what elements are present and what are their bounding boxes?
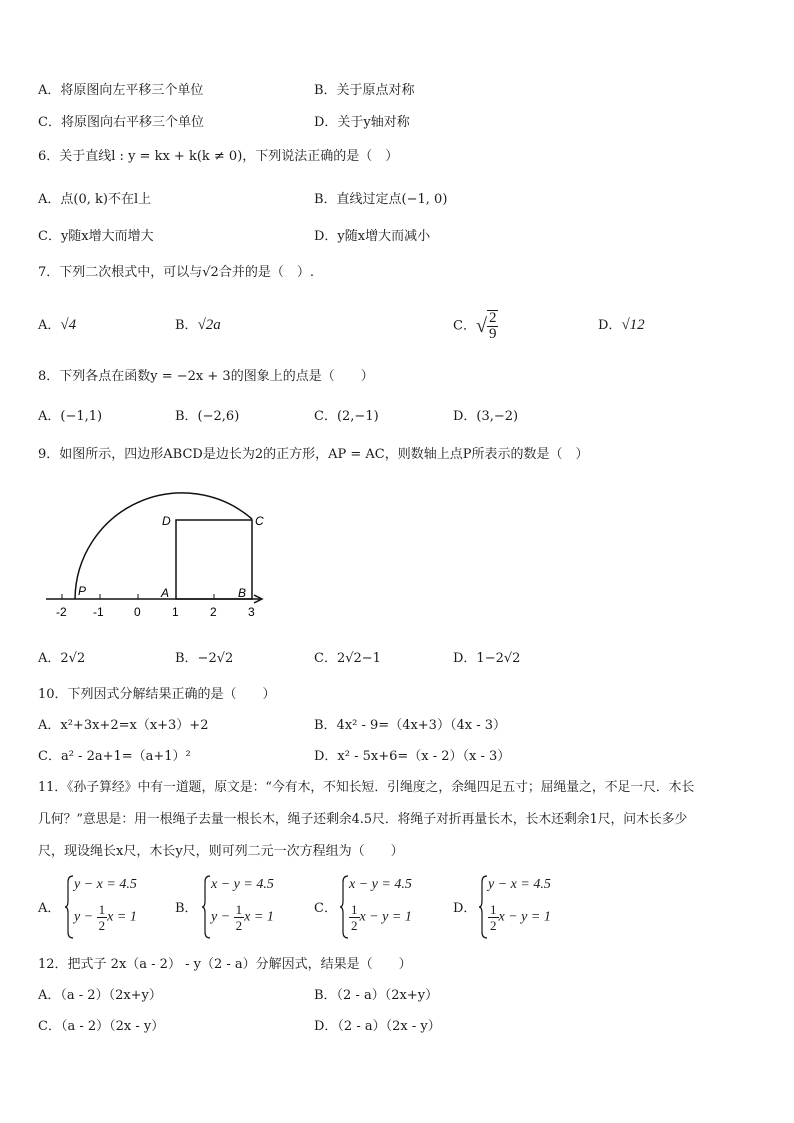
q7-stem: 7．下列二次根式中，可以与√2合并的是（ ）.: [38, 265, 314, 280]
q9-figure: [40, 480, 280, 630]
q11-option-d-label: D．: [453, 901, 477, 916]
option-value: √12: [621, 317, 645, 333]
equation-2: y − $\frac{1}{2}$ x = 1: [211, 902, 274, 933]
q5-option-a: A．将原图向左平移三个单位: [38, 83, 204, 98]
label-d: D: [162, 514, 171, 528]
q6-option-c: C．y随x增大而增大: [38, 229, 154, 244]
sqrt-sign: √: [475, 315, 487, 337]
q11-option-a-label: A．: [38, 901, 61, 916]
q11-option-d-system: [478, 874, 578, 940]
q11-option-a-system: [64, 874, 164, 940]
label-p: P: [78, 584, 87, 598]
brace-icon: [339, 874, 349, 940]
q7-option-d: [598, 316, 645, 335]
q8-option-b: B．(−2,6): [175, 409, 240, 424]
equation-1: x − y = 4.5: [211, 877, 274, 892]
q11-option-b-system: [201, 874, 301, 940]
tick-label: -1: [93, 605, 104, 619]
q5-option-b: B．关于原点对称: [314, 83, 415, 98]
brace-icon: [64, 874, 74, 940]
q11-line-2: 几何？”意思是：用一根绳子去量一根长木，绳子还剩余4.5尺．将绳子对折再量长木，长木还剩余1尺，问木长多少: [38, 812, 688, 827]
label-b: B: [238, 586, 247, 600]
q8-option-c: C．(2,−1): [314, 409, 379, 424]
q9-option-c: C．2√2−1: [314, 651, 381, 666]
q11-line-1: 11．《孙子算经》中有一道题，原文是：“今有木，不知长短．引绳度之，余绳四足五寸；屈绳量之，不足一尺．木长: [38, 780, 695, 795]
brace-icon: [201, 874, 211, 940]
option-label: B．: [175, 318, 198, 333]
brace-icon: [478, 874, 488, 940]
label-c: C: [255, 514, 264, 528]
q10-option-d: D．x² - 5x+6=（x - 2）（x - 3）: [314, 749, 511, 764]
option-label: C．: [453, 318, 476, 334]
q12-option-b: B．（2 - a）（2x+y）: [314, 988, 439, 1003]
equation-2: $\frac{1}{2}$ x − y = 1: [351, 902, 412, 933]
q6-stem: 6．关于直线l : y = kx + k(k ≠ 0)，下列说法正确的是（ ）: [38, 149, 399, 164]
q9-option-d: D．1−2√2: [453, 651, 521, 666]
q8-stem: 8．下列各点在函数y = −2x + 3的图象上的点是（ ）: [38, 369, 374, 384]
q8-option-a: A．(−1,1): [38, 409, 103, 424]
q11-line-3: 尺，现设绳长x尺，木长y尺，则可列二元一次方程组为（ ）: [38, 844, 404, 859]
q5-option-c: C．将原图向右平移三个单位: [38, 115, 204, 130]
option-label: A．: [38, 318, 61, 333]
q5-option-d: D．关于y轴对称: [314, 115, 410, 130]
equation-1: y − x = 4.5: [488, 877, 551, 892]
q6-option-a: A．点(0, k)不在l上: [38, 192, 152, 207]
tick-label: 3: [248, 605, 255, 619]
q7-option-a: [38, 316, 76, 335]
equation-1: y − x = 4.5: [74, 877, 137, 892]
equation-1: x − y = 4.5: [349, 877, 412, 892]
q11-option-c-system: [339, 874, 439, 940]
q11-option-c-label: C．: [314, 901, 337, 916]
arc: [75, 493, 252, 599]
q10-stem: 10．下列因式分解结果正确的是（ ）: [38, 687, 276, 702]
q9-stem: 9．如图所示，四边形ABCD是边长为2的正方形，AP = AC，则数轴上点P所表示的数是（ ）: [38, 447, 589, 462]
equation-2: y − $\frac{1}{2}$ x = 1: [74, 902, 137, 933]
q12-option-c: C．（a - 2）（2x - y）: [38, 1019, 165, 1034]
q10-option-a: A．x²+3x+2=x（x+3）+2: [38, 718, 209, 733]
tick-label: 0: [134, 605, 141, 619]
tick-label: -2: [56, 605, 67, 619]
sqrt-fraction: $\frac{2}{9}$: [488, 310, 497, 342]
q12-option-d: D．（2 - a）（2x - y）: [314, 1019, 441, 1034]
q8-option-d: D．(3,−2): [453, 409, 519, 424]
q12-option-a: A．（a - 2）（2x+y）: [38, 988, 162, 1003]
label-a: A: [161, 586, 170, 600]
option-value: √2a: [197, 317, 221, 333]
q12-stem: 12．把式子 2x（a - 2） - y（2 - a）分解因式，结果是（ ）: [38, 957, 412, 972]
q6-option-b: B．直线过定点(−1, 0): [314, 192, 448, 207]
q7-option-b: [175, 316, 221, 335]
option-value: √4: [60, 317, 77, 333]
q9-option-a: A．2√2: [38, 651, 86, 666]
q10-option-b: B．4x² - 9=（4x+3）（4x - 3）: [314, 718, 506, 733]
q6-option-d: D．y随x增大而减小: [314, 229, 431, 244]
q10-option-c: C．a² - 2a+1=（a+1）²: [38, 749, 191, 764]
tick-label: 1: [172, 605, 179, 619]
q11-option-b-label: B．: [175, 901, 198, 916]
equation-2: $\frac{1}{2}$ x − y = 1: [490, 902, 551, 933]
option-label: D．: [598, 318, 622, 333]
tick-label: 2: [210, 605, 217, 619]
q9-option-b: B．−2√2: [175, 651, 234, 666]
q7-option-c: [453, 306, 498, 347]
